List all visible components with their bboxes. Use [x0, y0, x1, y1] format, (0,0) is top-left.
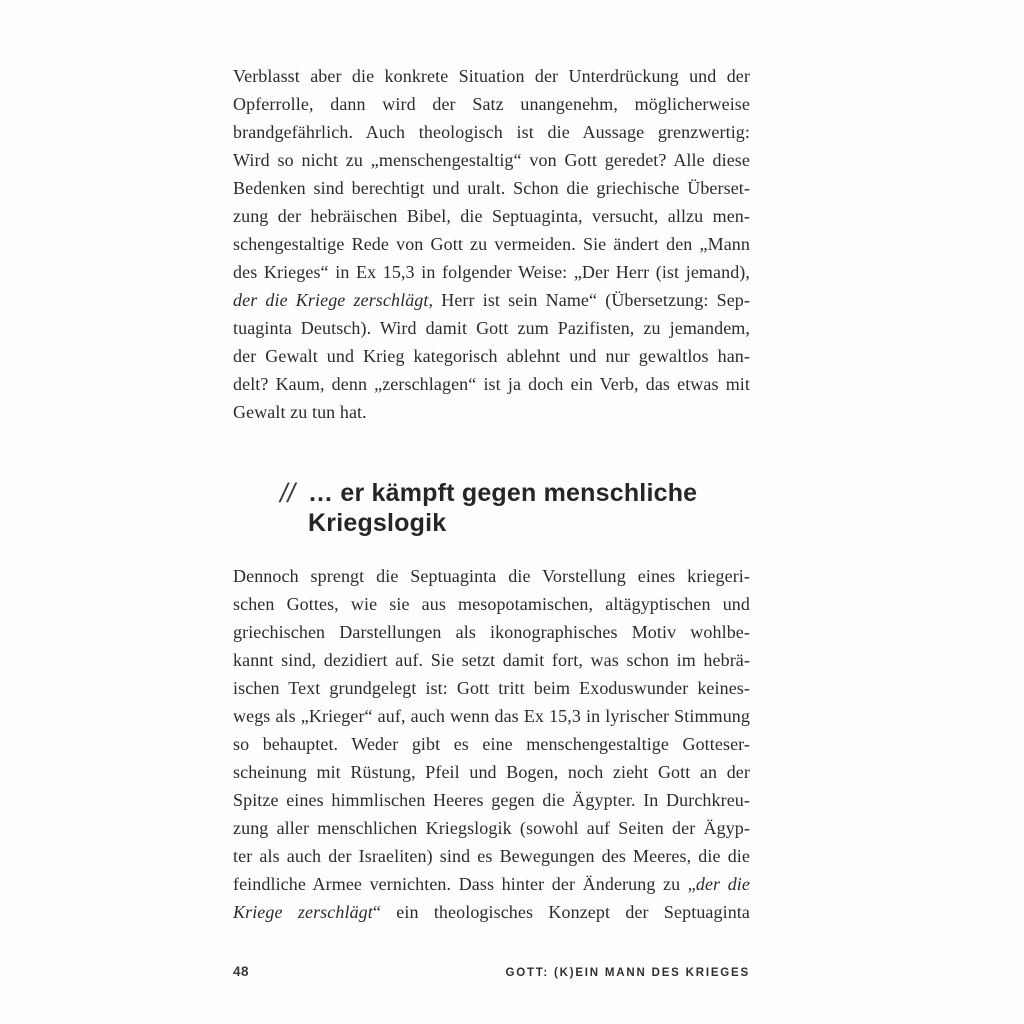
page-number: 48 [233, 964, 250, 979]
text-line [233, 814, 750, 842]
text-run: schen Gottes, wie sie aus mesopotamischen, altägyptischen und [233, 594, 750, 614]
text-line [233, 90, 750, 118]
italic-text-run: der die [695, 874, 750, 894]
text-run: Opferrolle, dann wird der Satz unangenehm, möglicherweise [233, 94, 750, 114]
text-run: Spitze eines himmlischen Heeres gegen die Ägypter. In Durchkreu- [233, 790, 750, 810]
heading-slash-marker: // [280, 478, 296, 508]
text-run: zung der hebräischen Bibel, die Septuaginta, versucht, allzu men- [233, 206, 750, 226]
text-line [233, 146, 750, 174]
text-run: feindliche Armee vernichten. Dass hinter der Änderung zu „ [233, 874, 696, 894]
text-line [233, 646, 750, 674]
heading-line-1: … er kämpft gegen menschliche [308, 479, 698, 507]
text-line [233, 398, 750, 426]
text-line [233, 230, 750, 258]
text-line [233, 702, 750, 730]
text-run: kannt sind, dezidiert auf. Sie setzt damit fort, was schon im hebrä- [233, 650, 750, 670]
text-line [233, 286, 750, 314]
text-run: scheinung mit Rüstung, Pfeil und Bogen, noch zieht Gott an der [233, 762, 750, 782]
heading-line-2: Kriegslogik [308, 509, 447, 537]
text-run: griechischen Darstellungen als ikonographisches Motiv wohlbe- [233, 622, 750, 642]
running-title: GOTT: (K)EIN MANN DES KRIEGES [505, 967, 750, 979]
italic-text-run: der die Kriege zerschlägt [233, 290, 429, 310]
text-run: Wird so nicht zu „menschengestaltig“ von Gott geredet? Alle diese [233, 150, 750, 170]
text-run: wegs als „Krieger“ auf, auch wenn das Ex 15,3 in lyrischer Stimmung [233, 706, 750, 726]
text-line [233, 842, 750, 870]
text-run: zung aller menschlichen Kriegslogik (sowohl auf Seiten der Ägyp- [233, 818, 750, 838]
text-run: ischen Text grundgelegt ist: Gott tritt beim Exoduswunder keines- [233, 678, 750, 698]
text-run: der Gewalt und Krieg kategorisch ablehnt und nur gewaltlos han- [233, 346, 750, 366]
page-footer [233, 964, 750, 979]
text-line [233, 62, 750, 90]
text-line [233, 314, 750, 342]
section-heading [233, 478, 750, 538]
text-line [233, 758, 750, 786]
text-run: ter als auch der Israeliten) sind es Bewegungen des Meeres, die die [233, 846, 750, 866]
text-line [233, 258, 750, 286]
text-run: des Krieges“ in Ex 15,3 in folgender Weise: „Der Herr (ist jemand), [233, 262, 750, 282]
text-run: “ ein theologisches Konzept der Septuaginta [372, 902, 750, 922]
text-line [233, 590, 750, 618]
text-run: delt? Kaum, denn „zerschlagen“ ist ja doch ein Verb, das etwas mit [233, 374, 750, 394]
text-line [233, 342, 750, 370]
text-run: so behauptet. Weder gibt es eine menschengestaltige Gotteser- [233, 734, 750, 754]
text-line [233, 730, 750, 758]
text-run: schengestaltige Rede von Gott zu vermeiden. Sie ändert den „Mann [233, 234, 750, 254]
text-line [233, 562, 750, 590]
text-line [233, 370, 750, 398]
text-run: brandgefährlich. Auch theologisch ist die Aussage grenzwertig: [233, 122, 750, 142]
text-line [233, 118, 750, 146]
heading-text [308, 478, 697, 538]
text-run: Dennoch sprengt die Septuaginta die Vorstellung eines kriegeri- [233, 566, 750, 586]
text-run: tuaginta Deutsch). Wird damit Gott zum Pazifisten, zu jemandem, [233, 318, 750, 338]
text-run: Gewalt zu tun hat. [233, 402, 367, 422]
text-run: Bedenken sind berechtigt und uralt. Schon die griechische Überset- [233, 178, 750, 198]
paragraph-1 [233, 62, 750, 426]
text-line [233, 870, 750, 898]
text-run: Verblasst aber die konkrete Situation der Unterdrückung und der [233, 66, 750, 86]
text-line [233, 174, 750, 202]
text-line [233, 618, 750, 646]
italic-text-run: Kriege zerschlägt [233, 902, 373, 922]
text-run: , Herr ist sein Name“ (Übersetzung: Sep- [428, 290, 750, 310]
text-line [233, 898, 750, 926]
paragraph-2 [233, 562, 750, 926]
text-line [233, 786, 750, 814]
text-line [233, 202, 750, 230]
text-line [233, 674, 750, 702]
